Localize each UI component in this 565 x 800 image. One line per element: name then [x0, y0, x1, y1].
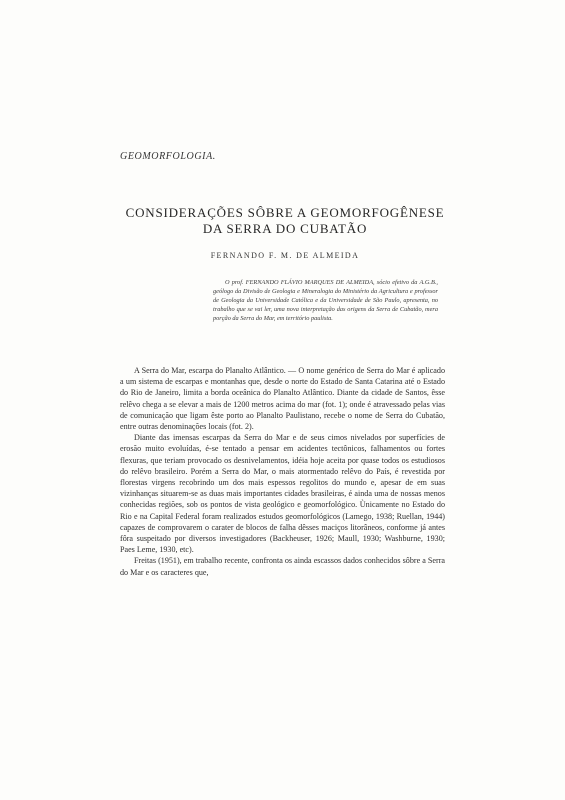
article-author: FERNANDO F. M. DE ALMEIDA	[210, 251, 360, 260]
article-title: CONSIDERAÇÕES SÔBRE A GEOMORFOGÊNESE DA SERRA DO CUBATÃO	[125, 205, 445, 236]
section-label: GEOMORFOLOGIA.	[120, 151, 216, 162]
article-body	[120, 365, 445, 578]
body-paragraph: Freitas (1951), em trabalho recente, confronta os ainda escassos dados conhecidos sôbre a Serra do Mar e os caracteres que,	[120, 556, 445, 577]
author-bio-text: O prof. FERNANDO FLÁVIO MARQUES DE ALMEIDA, sócio efetivo da A.G.B., geólogo da Divisão de Geologia e Mineralogia do Ministério da Agricultura e professor de Geologia da Universidade Católica e da Universidade de São Paulo, apresenta, no trabalho que se vai ler, uma nova interpretação das origens da Serra de Cubatão, mera porção da Serra do Mar, em território paulista.	[213, 279, 438, 323]
body-paragraph: Diante das imensas escarpas da Serra do Mar e de seus cimos nivelados por superfícies de erosão muito evoluídas, é-se tentado a pensar em acidentes tectônicos, falhamentos ou fortes flexuras, que teriam provocado os desnivelamentos, idéia hoje aceita por quase todos os estudiosos do relêvo brasileiro. Porém a Serra do Mar, o mais atormentado relêvo do País, é revestida por florestas virgens recobrindo um dos mais espessos regolitos do mundo e, apesar de em suas vizinhanças situarem-se as duas mais importantes cidades brasileiras, é ainda uma de nossas menos conhecidas regiões, sob os pontos de vista geológico e geomorfológico. Ùnicamente no Estado do Rio e na Capital Federal foram realizados estudos geomorfológicos (Lamego, 1938; Ruellan, 1944) capazes de comprovarem o carater de blocos de falha dêsses maciços litorâneos, conforme já antes fôra suspeitado por diversos investigadores (Backheuser, 1926; Maull, 1930; Washburne, 1930; Paes Leme, 1930, etc).	[120, 433, 445, 555]
author-bio	[213, 278, 438, 323]
body-paragraph: A Serra do Mar, escarpa do Planalto Atlântico. — O nome genérico de Serra do Mar é aplicado a um sistema de escarpas e montanhas que, desde o norte do Estado de Santa Catarina até o Estado do Rio de Janeiro, limita a borda oceânica do Planalto Atlântico. Diante da cidade de Santos, êsse relêvo chega a se elevar a mais de 1200 metros acima do mar (fot. 1); onde é atravessado pelas vias de comunicação que ligam êste porto ao Planalto Paulistano, recebe o nome de Serra do Cubatão, entre outras denominações locais (fot. 2).	[120, 366, 445, 432]
